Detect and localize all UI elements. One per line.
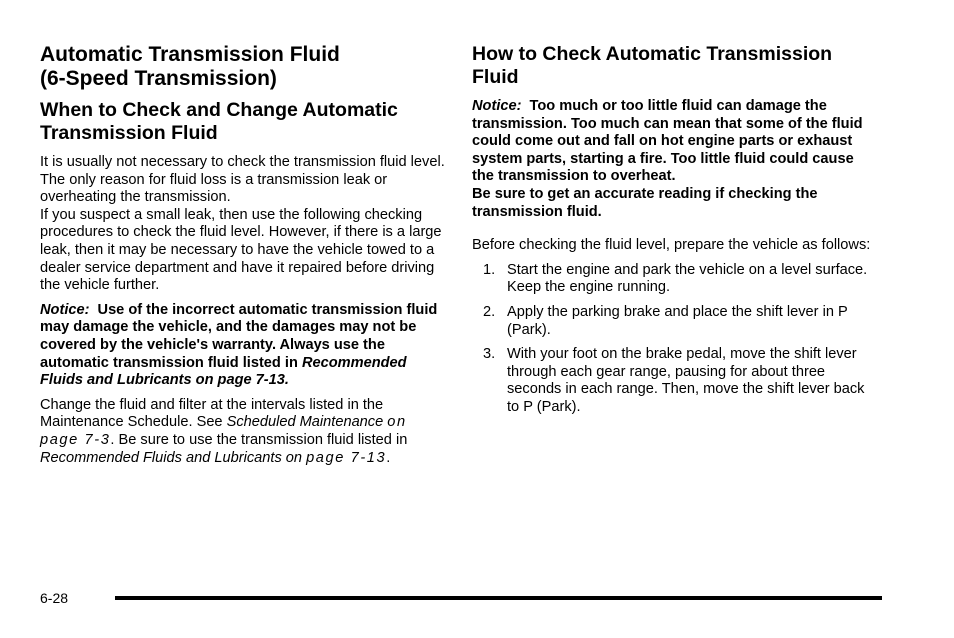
step-text: Apply the parking brake and place the shift lever in P (Park). xyxy=(507,303,848,338)
step-text: Start the engine and park the vehicle on a level surface. Keep the engine running. xyxy=(507,261,868,296)
paragraph-fluid-loss-text: It is usually not necessary to check the transmission fluid level. The only reason for fluid loss is a transmission leak or overheating the transmission. xyxy=(40,154,445,206)
notice-text: Use of the incorrect automatic transmission fluid may damage the vehicle, and the damages may not be covered by the vehicle's warranty. Always use the automatic transmission fluid listed in xyxy=(40,301,438,371)
scheduled-maintenance-link[interactable]: Scheduled Maintenance xyxy=(226,414,384,431)
paragraph-change-fluid xyxy=(40,397,445,467)
paragraph-change-fluid-text-c: . xyxy=(386,449,391,466)
step-number: 3. xyxy=(483,346,496,363)
notice-incorrect-fluid xyxy=(40,302,445,390)
paragraph-change-fluid-text-b: . Be sure to use the transmission fluid listed in xyxy=(110,431,408,448)
steps-list xyxy=(472,262,877,417)
step-number: 2. xyxy=(483,303,496,320)
notice-label: Notice: xyxy=(472,98,522,114)
paragraph-small-leak-text: If you suspect a small leak, then use the following checking procedures to check the fluid level. However, if there is a large leak, then it may be necessary to have the vehicle towed to a dealer service department and have it repaired before driving the vehicle further. xyxy=(40,206,442,294)
notice-reference-link[interactable]: Recommended Fluids and Lubricants on page 7-13. xyxy=(40,354,407,389)
right-column xyxy=(472,43,877,424)
list-item xyxy=(472,262,877,297)
notice-fluid-level xyxy=(472,98,877,221)
left-column xyxy=(40,43,445,474)
step-number: 1. xyxy=(483,261,496,278)
recommended-fluids-page-link[interactable]: page 7-13 xyxy=(306,449,387,466)
list-item xyxy=(472,304,877,339)
section-title-line2: (6-Speed Transmission) xyxy=(40,67,277,90)
page-number: 6-28 xyxy=(40,590,69,606)
check-fluid-title: How to Check Automatic Transmission Fluid xyxy=(472,43,833,88)
footer-rule xyxy=(115,596,882,600)
section-title-line1: Automatic Transmission Fluid xyxy=(40,43,340,66)
recommended-fluids-link[interactable]: Recommended Fluids and Lubricants on xyxy=(40,449,303,466)
subsection-title: When to Check and Change Automatic Transmission Fluid xyxy=(40,99,398,144)
prepare-intro: Before checking the fluid level, prepare the vehicle as follows: xyxy=(472,237,871,254)
section-title xyxy=(40,43,445,91)
notice-text-1: Too much or too little fluid can damage the transmission. Too much can mean that some of the fluid could come out and fall on hot engine parts or exhaust system parts, starting a fire. Too little fluid could cause the transmission to overheat. xyxy=(472,98,863,185)
paragraph-fluid-loss xyxy=(40,154,445,295)
notice-label: Notice: xyxy=(40,301,90,318)
step-text: With your foot on the brake pedal, move the shift lever through each gear range, pausing for about three seconds in each range. Then, move the shift lever back to P (Park). xyxy=(507,346,865,415)
list-item xyxy=(472,346,877,416)
paragraph-change-fluid-text-a: Change the fluid and filter at the intervals listed in the Maintenance Schedule. See xyxy=(40,396,384,431)
scheduled-maintenance-page-link[interactable]: on page 7-3 xyxy=(40,414,407,448)
notice-text-2: Be sure to get an accurate reading if checking the transmission fluid. xyxy=(472,185,818,220)
